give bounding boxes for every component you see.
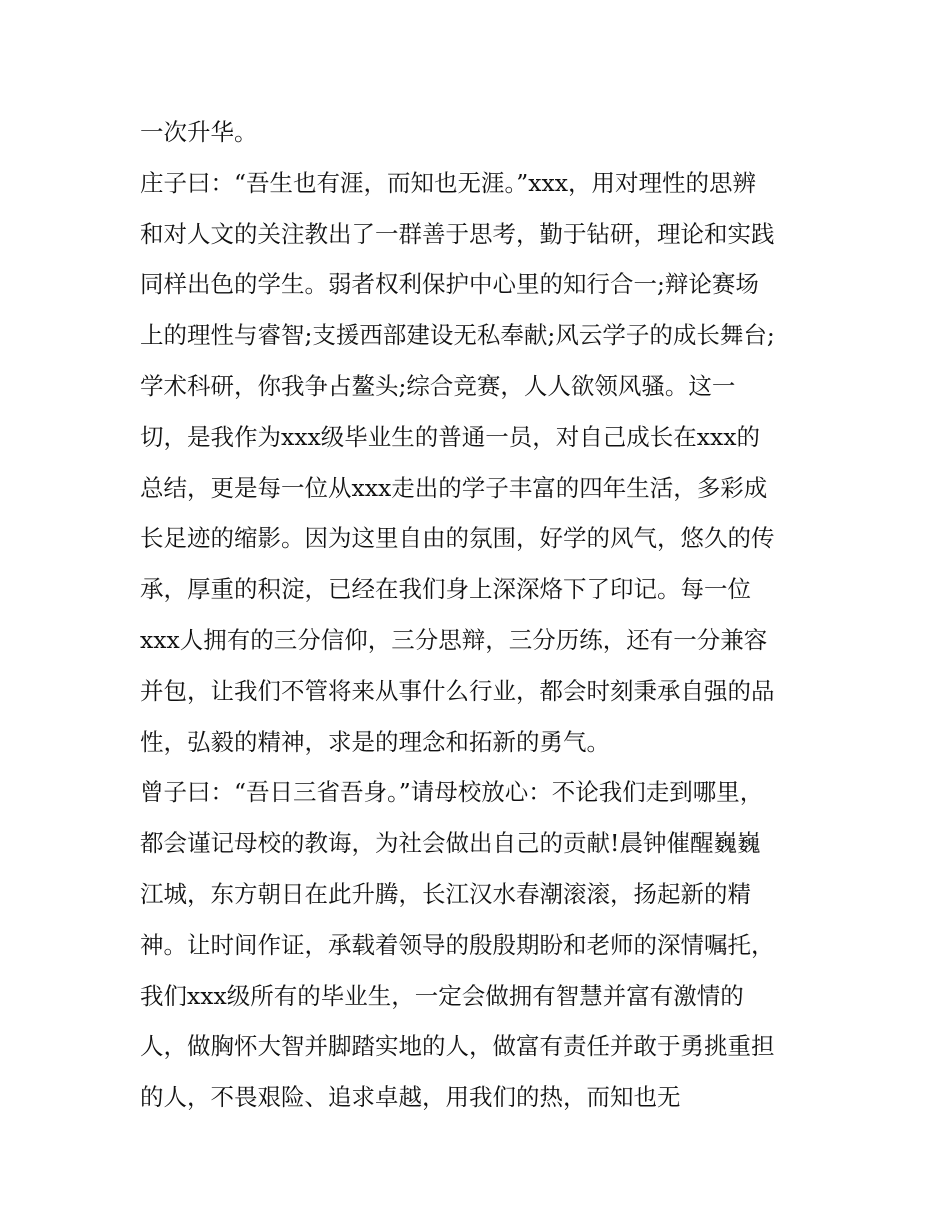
text-line: 上的理性与睿智;支援西部建设无私奉献;风云学子的成长舞台;: [140, 321, 775, 350]
text-line: 庄子曰：“吾生也有涯，而知也无涯。”xxx，用对理性的思辨: [140, 168, 757, 197]
text-line: 并包，让我们不管将来从事什么行业，都会时刻秉承自强的品: [140, 676, 775, 705]
text-line: 我们xxx级所有的毕业生，一定会做拥有智慧并富有激情的: [140, 981, 744, 1010]
text-line: 人，做胸怀大智并脚踏实地的人，做富有责任并敢于勇挑重担: [140, 1032, 775, 1061]
text-line: 学术科研，你我争占鳌头;综合竞赛，人人欲领风骚。这一: [140, 371, 736, 400]
text-line: 总结，更是每一位从xxx走出的学子丰富的四年生活，多彩成: [140, 473, 768, 502]
text-line: 都会谨记母校的教诲，为社会做出自己的贡献!晨钟催醒巍巍: [140, 829, 761, 858]
text-line: 承，厚重的积淀，已经在我们身上深深烙下了印记。每一位: [140, 575, 751, 604]
text-line: 切，是我作为xxx级毕业生的普通一员，对自己成长在xxx的: [140, 422, 761, 451]
text-line: 同样出色的学生。弱者权利保护中心里的知行合一;辩论赛场: [140, 270, 759, 299]
text-line: 的人，不畏艰险、追求卓越，用我们的热，而知也无: [140, 1083, 681, 1112]
text-line: 和对人文的关注教出了一群善于思考，勤于钻研，理论和实践: [140, 219, 775, 248]
body-text: [140, 107, 830, 1123]
text-line: 一次升华。: [140, 118, 258, 146]
text-line: 长足迹的缩影。因为这里自由的氛围，好学的风气，悠久的传: [140, 524, 775, 553]
text-line: xxx人拥有的三分信仰，三分思辩，三分历练，还有一分兼容: [140, 625, 768, 654]
text-line: 江城，东方朝日在此升腾，长江汉水春潮滚滚，扬起新的精: [140, 879, 751, 908]
text-line: 曾子曰：“吾日三省吾身。”请母校放心：不论我们走到哪里，: [140, 778, 764, 807]
text-line: 神。让时间作证，承载着领导的殷殷期盼和老师的深情嘱托，: [140, 930, 775, 959]
text-line: 性，弘毅的精神，求是的理念和拓新的勇气。: [140, 727, 610, 756]
